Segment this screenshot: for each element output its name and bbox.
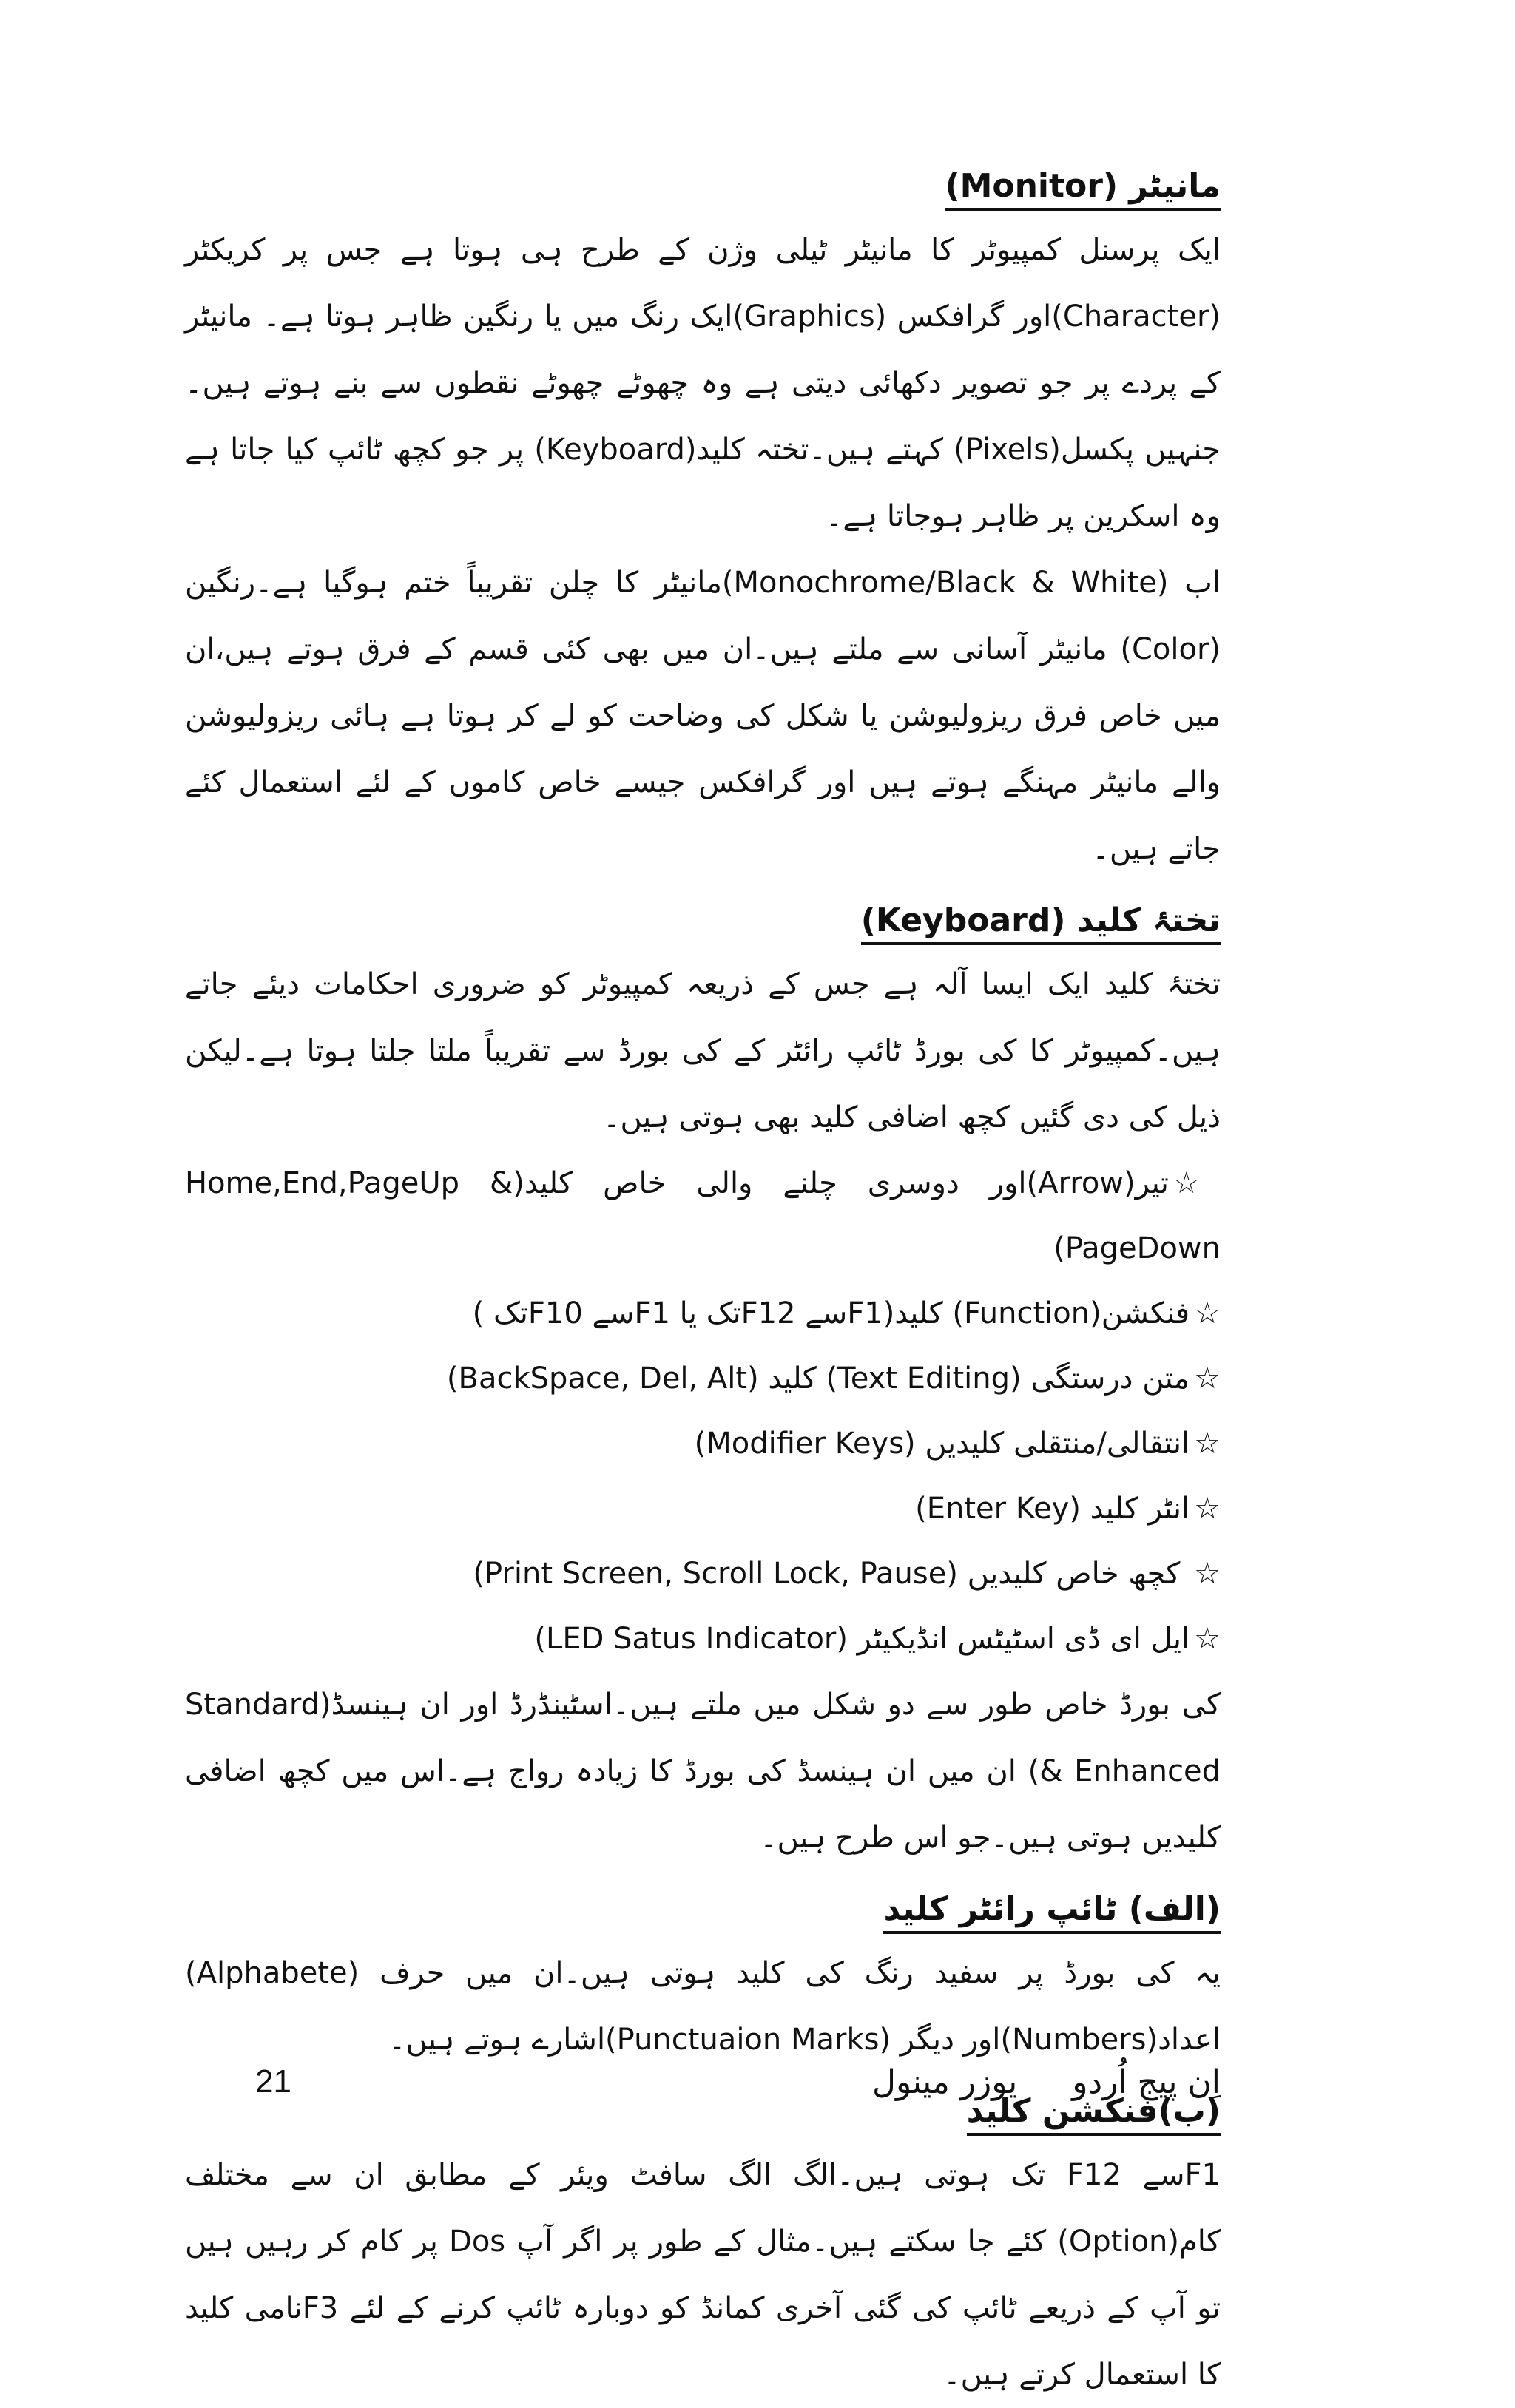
section-function-keys: [185, 2092, 1221, 2408]
heading-keyboard: تختۂ کلید (Keyboard): [861, 902, 1221, 945]
heading-typewriter-keys: (الف) ٹائپ رائٹر کلید: [883, 1890, 1221, 1934]
keyboard-key-list: [185, 1151, 1221, 1671]
footer-title: [828, 2063, 1221, 2101]
star-icon: ☆: [1194, 1427, 1221, 1461]
star-icon: ☆: [1172, 1166, 1221, 1200]
heading-monitor: مانیٹر (Monitor): [945, 167, 1221, 211]
footer-brand: اِن پیج اُردو: [1072, 2063, 1221, 2101]
star-icon: ☆: [1194, 1557, 1221, 1591]
paragraph-monitor-1: ایک پرسنل کمپیوٹر کا مانیٹر ٹیلی وژن کے طرح ہی ہوتا ہے جس پر کریکٹر (Character)اور گرافکس (Graphics)ایک رنگ میں یا رنگین ظاہر ہوتا ہے۔ مانیٹر کے پردے پر جو تصویر دکھائی دیتی ہے وہ چھوٹے چھوٹے نقطوں سے بنے ہوتے ہیں۔جنہیں پکسل(Pixels) کہتے ہیں۔تختہ کلید(Keyboard) پر جو کچھ ٹائپ کیا جاتا ہے وہ اسکرین پر ظاہر ہوجاتا ہے۔: [185, 233, 1221, 533]
paragraph-keyboard-outro: کی بورڈ خاص طور سے دو شکل میں ملتے ہیں۔اسٹینڈرڈ اور ان ہینسڈ(Standard & Enhanced) ان میں ان ہینسڈ کی بورڈ کا زیادہ رواج ہے۔اس میں کچھ اضافی کلیدیں ہوتی ہیں۔جو اس طرح ہیں۔: [185, 1688, 1221, 1855]
section-monitor: [185, 167, 1221, 882]
page-number: 21: [255, 2063, 291, 2100]
paragraph-typewriter-keys: یہ کی بورڈ پر سفید رنگ کی کلید ہوتی ہیں۔ان میں حرف (Alphabete) اعداد(Numbers)اور دیگر (Punctuaion Marks)اشارے ہوتے ہیں۔: [185, 1956, 1221, 2057]
paragraph-keyboard-intro: تختۂ کلید ایک ایسا آلہ ہے جس کے ذریعہ کمپیوٹر کو ضروری احکامات دیئے جاتے ہیں۔کمپیوٹر کا کی بورڈ ٹائپ رائٹر کے کی بورڈ سے تقریباً ملتا جلتا ہوتا ہے۔لیکن ذیل کی دی گئیں کچھ اضافی کلید بھی ہوتی ہیں۔: [185, 967, 1221, 1134]
list-item: ☆متن درستگی (Text Editing) کلید (BackSpace, Del, Alt): [446, 1362, 1221, 1396]
section-keyboard: [185, 902, 1221, 1871]
list-item: ☆انٹر کلید (Enter Key): [915, 1492, 1221, 1526]
paragraph-monitor-2: اب (Monochrome/Black & White)مانیٹر کا چلن تقریباً ختم ہوگیا ہے۔رنگین (Color) مانیٹر آسانی سے ملتے ہیں۔ان میں بھی کئی قسم کے فرق ہوتے ہیں،ان میں خاص فرق ریزولیوشن یا شکل کی وضاحت کو لے کر ہوتا ہے ہائی ریزولیوشن والے مانیٹر مہنگے ہوتے ہیں اور گرافکس جیسے خاص کاموں کے لئے استعمال کئے جاتے ہیں۔: [185, 566, 1221, 866]
section-typewriter-keys: [185, 1890, 1221, 2073]
heading-function-keys: (ب)فنکشن کلید: [967, 2092, 1221, 2136]
paragraph-function-keys: F1سے F12 تک ہوتی ہیں۔الگ الگ سافٹ ویئر کے مطابق ان سے مختلف کام(Option) کئے جا سکتے ہیں۔مثال کے طور پر اگر آپ Dos پر کام کر رہیں ہیں تو آپ کے ذریعے ٹائپ کی گئی آخری کمانڈ کو دوبارہ ٹائپ کرنے کے لئے F3نامی کلید کا استعمال کرتے ہیں۔: [185, 2158, 1221, 2392]
footer-manual: یوزر مینول: [871, 2063, 1018, 2101]
list-item: ☆تیر(Arrow)اور دوسری چلنے والی خاص کلید(Home,End,PageUp & PageDown): [185, 1166, 1221, 1265]
star-icon: ☆: [1194, 1492, 1221, 1526]
star-icon: ☆: [1194, 1296, 1221, 1330]
list-item: ☆ایل ای ڈی اسٹیٹس انڈیکیٹر (LED Satus Indicator): [534, 1622, 1221, 1656]
star-icon: ☆: [1194, 1362, 1221, 1396]
list-item: ☆فنکشن(Function) کلید(F1سے F12تک یا F1سے F10تک ): [472, 1296, 1221, 1330]
page-footer: [185, 2063, 1221, 2123]
star-icon: ☆: [1194, 1622, 1221, 1656]
list-item: ☆ کچھ خاص کلیدیں (Print Screen, Scroll Lock, Pause): [473, 1557, 1221, 1591]
list-item: ☆انتقالی/منتقلی کلیدیں (Modifier Keys): [694, 1427, 1221, 1461]
